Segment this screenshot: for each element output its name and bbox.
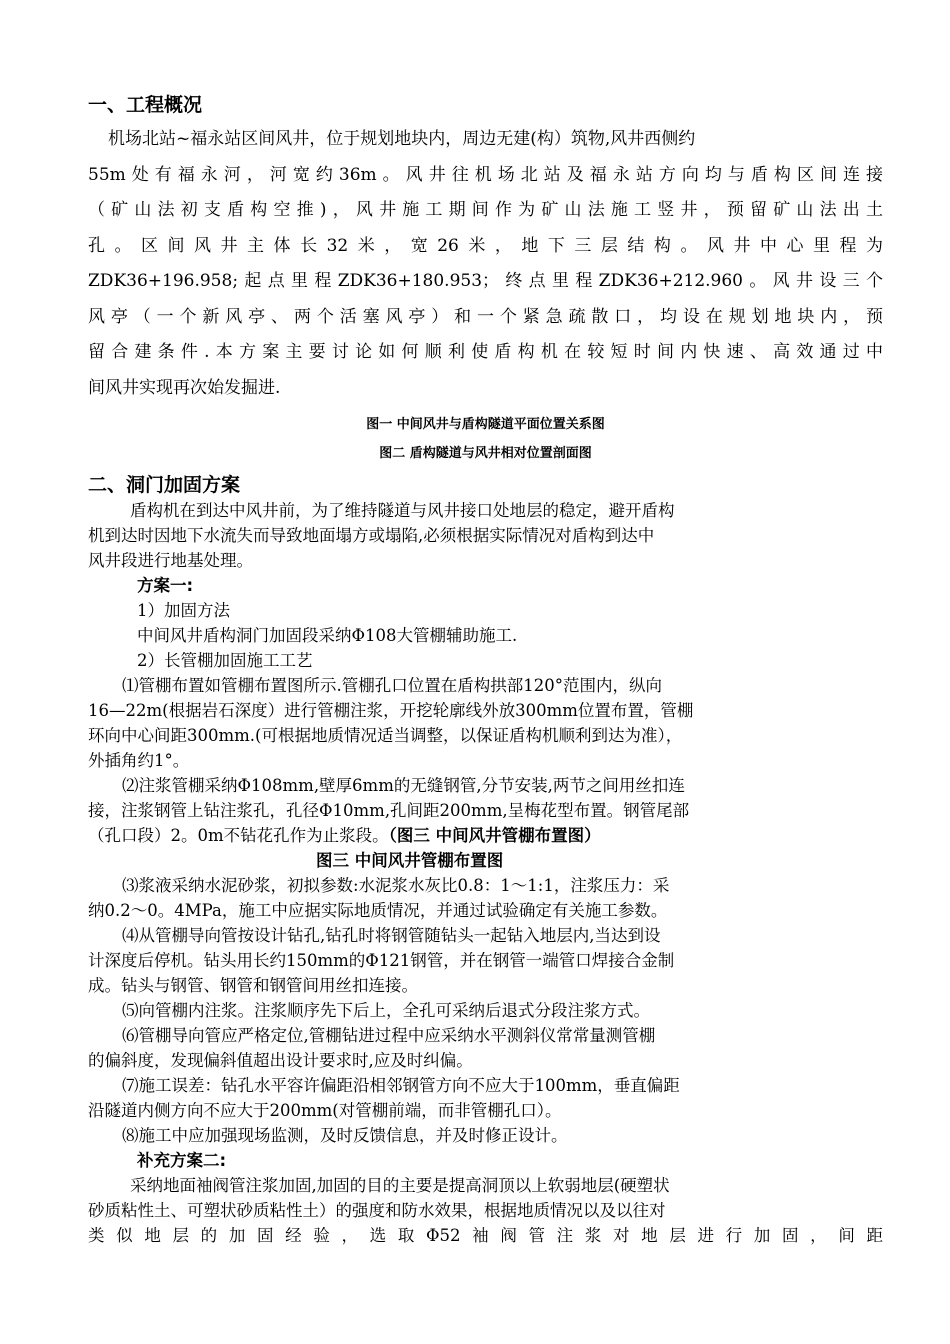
text-line: （矿山法初支盾构空推)，风井施工期间作为矿山法施工竖井，预留矿山法出土 (88, 200, 883, 220)
text-line: 纳0.2～0。4MPa，施工中应据实际地质情况，并通过试验确定有关施工参数。 (88, 901, 668, 920)
text-line: 砂质粘性土、可塑状砂质粘性土）的强度和防水效果，根据地质情况以及以往对 (88, 1201, 666, 1220)
section1-body (88, 122, 883, 406)
text-line: 成。钻头与钢管、钢管和钢管间用丝扣连接。 (88, 976, 418, 995)
figure-caption: 图三 中间风井管棚布置图 (316, 851, 504, 870)
text-line: ⑸向管棚内注浆。注浆顺序先下后上，全孔可采纳后退式分段注浆方式。 (122, 1001, 650, 1020)
section-heading: 二、洞门加固方案 (88, 474, 241, 496)
plan-title: 补充方案二: (137, 1151, 227, 1170)
text-line: 盾构机在到达中风井前，为了维持隧道与风井接口处地层的稳定，避开盾构 (130, 501, 675, 520)
text-line: 机到达时因地下水流失而导致地面塌方或塌陷,必须根据实际情况对盾构到达中 (88, 526, 655, 545)
text-line: 中间风井盾构洞门加固段采纳Φ108大管棚辅助施工. (137, 626, 518, 645)
text-line: ⑺施工误差：钻孔水平容许偏距沿相邻钢管方向不应大于100mm，垂直偏距 (122, 1076, 680, 1095)
text-line: 风井段进行地基处理。 (88, 551, 253, 570)
text-line: ⑴管棚布置如管棚布置图所示.管棚孔口位置在盾构拱部120°范围内，纵向 (122, 676, 662, 695)
text-line: 的偏斜度，发现偏斜值超出设计要求时,应及时纠偏。 (88, 1051, 473, 1070)
text-line: 外插角约1°。 (88, 751, 190, 770)
text-line: 机场北站~福永站区间风井，位于规划地块内，周边无建(构）筑物,风井西侧约 (108, 129, 696, 149)
text-line: 接，注浆钢管上钻注浆孔，孔径Φ10mm,孔间距200mm,呈梅花型布置。钢管尾部 (88, 801, 690, 820)
figure-caption: 图一 中间风井与盾构隧道平面位置关系图 (366, 417, 605, 432)
text-line: 计深度后停机。钻头用长约150mm的Φ121钢管，并在钢管一端管口焊接合金制 (88, 951, 675, 970)
section-heading: 一、工程概况 (88, 94, 203, 116)
text-line: ⑹管棚导向管应严格定位,管棚钻进过程中应采纳水平测斜仪常常量测管棚 (122, 1026, 656, 1045)
text-line (88, 823, 883, 848)
text-line: 类似地层的加固经验，选取Φ52袖阀管注浆对地层进行加固，间距 (88, 1226, 883, 1245)
item-title: 1）加固方法 (137, 601, 230, 620)
text-line: ZDK36+196.958;起点里程ZDK36+180.953；终点里程ZDK36+212.960。风井设三个 (88, 271, 883, 291)
text-line: 风亭（一个新风亭、两个活塞风亭）和一个紧急疏散口，均设在规划地块内，预 (88, 306, 883, 327)
text-line: 孔。区间风井主体长32米，宽26米，地下三层结构。风井中心里程为 (88, 235, 883, 256)
text-fragment: （孔口段）2。0m不钻花孔作为止浆段。 (88, 826, 389, 845)
plan-title: 方案一: (137, 576, 194, 595)
inline-figure-caption: （图三 中间风井管棚布置图） (388, 826, 601, 845)
text-line: 环向中心间距300mm.(可根据地质情况适当调整，以保证盾构机顺利到达为准）， (88, 726, 683, 745)
document-page (88, 92, 883, 1248)
text-line: ⑶浆液采纳水泥砂浆，初拟参数:水泥浆水灰比0.8：1～1:1，注浆压力：采 (122, 876, 670, 895)
text-line: 16—22m(根据岩石深度）进行管棚注浆，开挖轮廓线外放300mm位置布置，管棚 (88, 701, 694, 720)
text-line: 55m处有福永河，河宽约36m。风井往机场北站及福永站方向均与盾构区间连接 (88, 164, 883, 185)
text-line: ⑻施工中应加强现场监测，及时反馈信息，并及时修正设计。 (122, 1126, 568, 1145)
text-line: 留合建条件.本方案主要讨论如何顺利使盾构机在较短时间内快速、高效通过中 (88, 342, 883, 362)
text-line: 间风井实现再次始发掘进. (88, 377, 281, 398)
section2-body (88, 498, 883, 1248)
text-line: ⑵注浆管棚采纳Φ108mm,壁厚6mm的无缝钢管,分节安装,两节之间用丝扣连 (122, 776, 685, 795)
item-title: 2）长管棚加固施工工艺 (137, 651, 313, 670)
text-line: 沿隧道内侧方向不应大于200mm(对管棚前端，而非管棚孔口）。 (88, 1101, 562, 1120)
text-line: 采纳地面袖阀管注浆加固,加固的目的主要是提高洞顶以上软弱地层(硬塑状 (130, 1176, 670, 1195)
text-line: ⑷从管棚导向管按设计钻孔,钻孔时将钢管随钻头一起钻入地层内,当达到设 (122, 926, 661, 945)
figure-caption: 图二 盾构隧道与风井相对位置剖面图 (379, 446, 592, 461)
